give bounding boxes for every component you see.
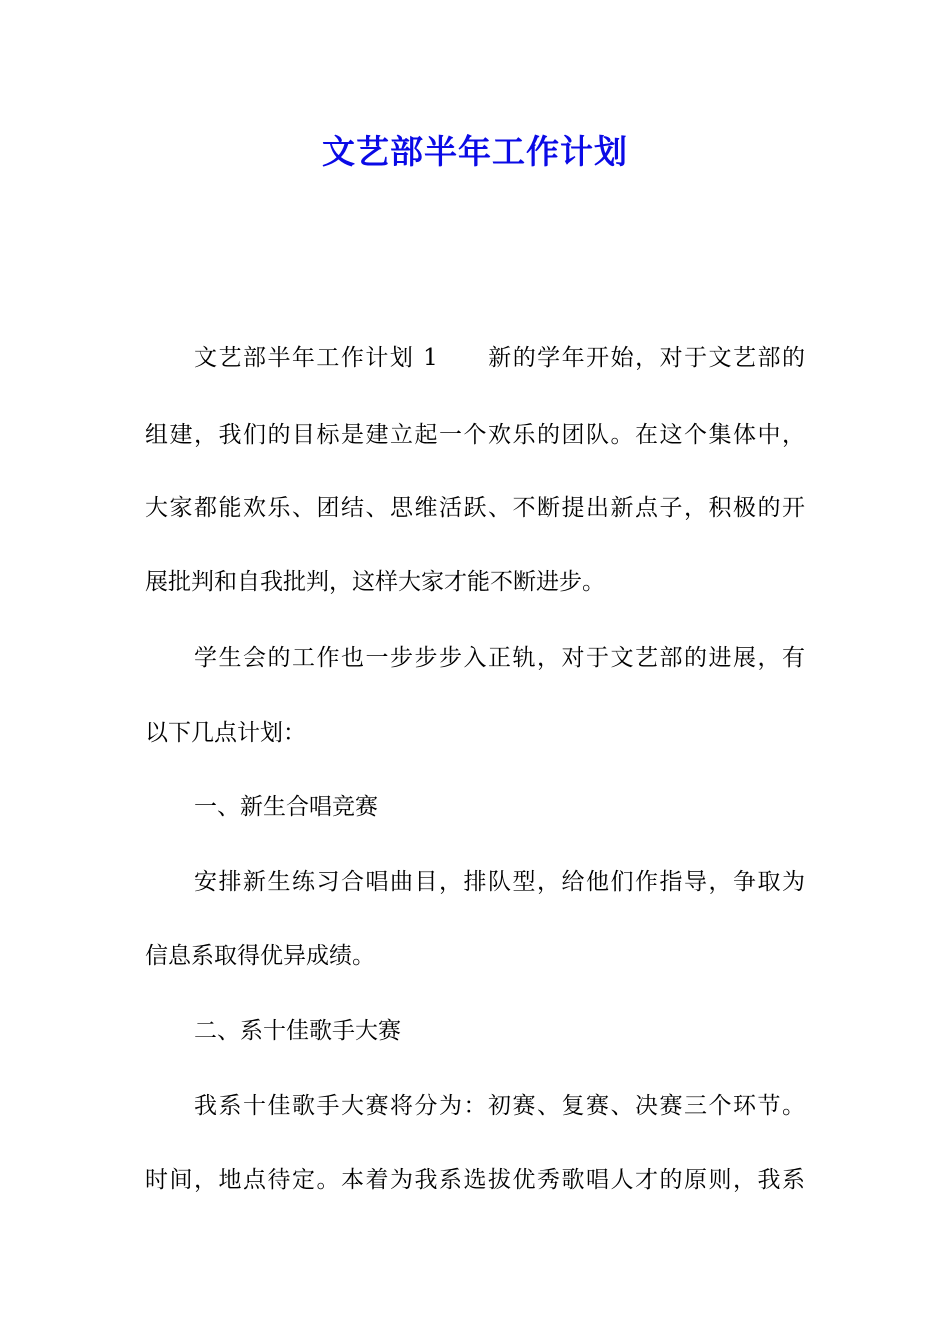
document-title: 文艺部半年工作计划 [322, 132, 628, 171]
paragraph-line: 时间，地点待定。本着为我系选拔优秀歌唱人才的原则，我系 [145, 1167, 805, 1193]
paragraph-line: 大家都能欢乐、团结、思维活跃、不断提出新点子，积极的开 [145, 495, 805, 521]
paragraph-line: 展批判和自我批判，这样大家才能不断进步。 [145, 569, 605, 595]
paragraph-line: 我系十佳歌手大赛将分为：初赛、复赛、决赛三个环节。 [194, 1093, 805, 1119]
section-heading: 一、新生合唱竞赛 [194, 794, 378, 820]
paragraph-line: 文艺部半年工作计划 1 新的学年开始，对于文艺部的 [194, 345, 805, 371]
paragraph-line: 信息系取得优异成绩。 [145, 943, 375, 969]
paragraph-line: 学生会的工作也一步步步入正轨，对于文艺部的进展，有 [194, 645, 805, 671]
paragraph-line: 以下几点计划： [145, 720, 306, 746]
paragraph-line: 组建，我们的目标是建立起一个欢乐的团队。在这个集体中， [145, 422, 805, 448]
paragraph-line: 安排新生练习合唱曲目，排队型，给他们作指导，争取为 [194, 869, 805, 895]
section-heading: 二、系十佳歌手大赛 [194, 1018, 401, 1044]
